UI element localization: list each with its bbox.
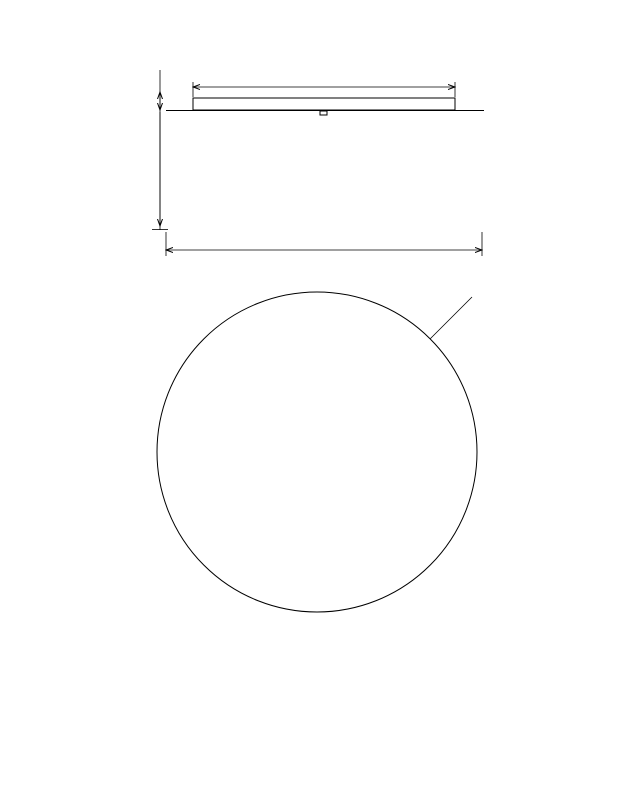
diameter-leader <box>430 297 472 339</box>
outer-circle <box>157 292 477 612</box>
side-view <box>152 70 484 256</box>
canopy-plate <box>193 98 455 110</box>
center-mount <box>320 111 327 115</box>
top-view <box>157 292 477 612</box>
